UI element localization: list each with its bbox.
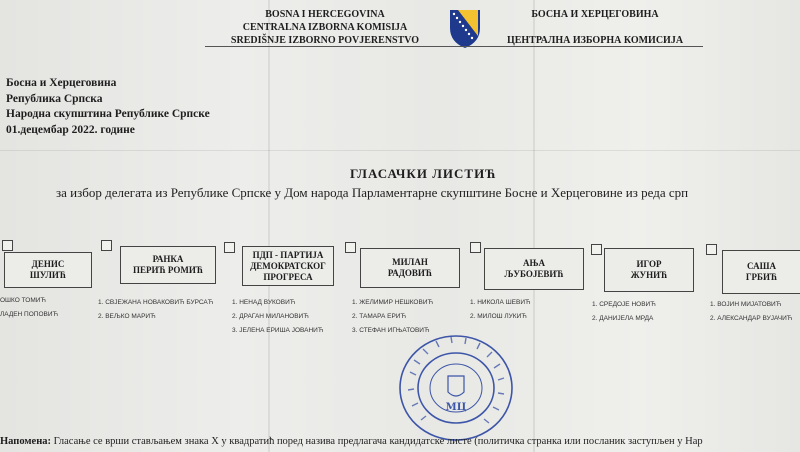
candidate-list	[0, 294, 58, 322]
candidate-name: 2. АЛЕКСАНДАР ВУЈАЧИЋ	[710, 315, 793, 322]
header-commission-hr: SREDIŠNJE IZBORNO POVJERENSTVO	[230, 35, 420, 46]
candidate-list	[232, 296, 323, 338]
candidate-name: 2. ТАМАРА ЕРИЋ	[352, 313, 407, 320]
list-box	[722, 250, 800, 294]
list-box	[242, 246, 334, 286]
header-latin	[200, 8, 450, 47]
candidate-name: 1. ЖЕЛИМИР НЕШКОВИЋ	[352, 299, 434, 306]
list-name-line: ДЕМОКРАТСКОГ	[250, 260, 326, 271]
paper-crease	[0, 150, 800, 151]
vote-checkbox[interactable]	[101, 240, 112, 251]
list-name-line: ШУЛИЋ	[29, 270, 67, 280]
candidate-name: 1. ВОЈИН МИЈАТОВИЋ	[710, 301, 782, 308]
candidate-name: 2. ВЕЉКО МАРИЋ	[98, 313, 156, 320]
official-stamp-seal	[396, 332, 516, 444]
candidate-name: 1. СРЕДОЈЕ НОВИЋ	[592, 301, 656, 308]
header-commission: CENTRALNA IZBORNA KOMISIJA	[242, 22, 408, 33]
list-name-line: ЉУБОЈЕВИЋ	[504, 269, 564, 279]
candidate-list	[592, 298, 656, 326]
list-name-line: ПДП - ПАРТИЈА	[252, 249, 324, 260]
candidate-name: 2. МИЛОШ ЛУКИЋ	[470, 313, 527, 320]
list-name-line: РАНКА	[152, 254, 184, 264]
address-line: Република Српска	[6, 92, 103, 105]
paper-fold	[268, 0, 270, 452]
candidate-name: 2. ДРАГАН МИЛАНОВИЋ	[232, 313, 309, 320]
header-commission-cyr: ЦЕНТРАЛНА ИЗБОРНА КОМИСИЈА	[506, 35, 684, 46]
candidate-name: ЛАДЕН ПОПОВИЋ	[0, 311, 59, 318]
list-box	[604, 248, 694, 292]
paper-fold	[533, 0, 535, 452]
list-box	[120, 246, 216, 284]
candidate-list	[98, 296, 213, 324]
header-country-cyr: БОСНА И ХЕРЦЕГОВИНА	[531, 9, 659, 20]
list-name-line: ПРОГРЕСА	[263, 271, 313, 282]
candidate-name: 3. СТЕФАН ИГЊАТОВИЋ	[352, 327, 430, 334]
note-text: Гласање се врши стављањем знака Х у квадратић поред назива предлагача кандидатске листе (политичка странка или посланик заступљен у Нар	[51, 436, 703, 447]
list-name-line: ИГОР	[636, 259, 662, 269]
stamp-monogram: МЦ	[445, 402, 467, 413]
candidate-list	[470, 296, 531, 324]
list-box	[360, 248, 460, 288]
address-date: 01.децембар 2022. године	[6, 123, 135, 136]
candidate-name: 1. НИКОЛА ШЕВИЋ	[470, 299, 531, 306]
list-name-line: ДЕНИС	[31, 259, 65, 269]
vote-checkbox[interactable]	[706, 244, 717, 255]
list-box	[484, 248, 584, 290]
vote-checkbox[interactable]	[2, 240, 13, 251]
candidate-name: 2. ДАНИЈЕЛА МРДА	[592, 315, 654, 322]
coat-of-arms-icon	[448, 8, 482, 50]
candidate-name: ОШКО ТОМИЋ	[0, 297, 46, 304]
vote-checkbox[interactable]	[470, 242, 481, 253]
candidate-list	[710, 298, 792, 326]
list-name-line: ПЕРИЋ РОМИЋ	[132, 265, 204, 275]
list-name-line: АЊА	[522, 258, 546, 268]
list-name-line: ЖУНИЋ	[630, 270, 668, 280]
list-name-line: САША	[747, 261, 776, 271]
list-box	[4, 252, 92, 288]
list-name-line: МИЛАН	[392, 257, 428, 267]
address-line: Босна и Херцеговина	[6, 77, 117, 89]
ballot-subtitle: за избор делегата из Републике Српске у Дом народа Парламентарне скупштине Босне и Херцеговине из реда срп	[56, 185, 689, 200]
ballot-note	[0, 436, 703, 447]
candidate-name: 3. ЈЕЛЕНА ЕРИША ЈОВАНИЋ	[232, 327, 324, 334]
candidate-name: 1. СВЈЕЖАНА НОВАКОВИЋ БУРСАЋ	[98, 299, 214, 306]
vote-checkbox[interactable]	[345, 242, 356, 253]
address-line: Народна скупштина Републике Српске	[6, 108, 210, 120]
header-country: BOSNA I HERCEGOVINA	[265, 9, 385, 20]
header-cyrillic	[485, 8, 705, 47]
vote-checkbox[interactable]	[591, 244, 602, 255]
header-divider	[205, 46, 703, 47]
ballot-title: ГЛАСАЧКИ ЛИСТИЋ	[350, 166, 497, 181]
candidate-name: 1. НЕНАД ВУКОВИЋ	[232, 299, 296, 306]
address-block	[6, 76, 210, 138]
vote-checkbox[interactable]	[224, 242, 235, 253]
note-label: Напомена:	[0, 436, 51, 447]
list-name-line: РАДОВИЋ	[387, 268, 433, 278]
list-name-line: ГРБИЋ	[745, 272, 778, 282]
